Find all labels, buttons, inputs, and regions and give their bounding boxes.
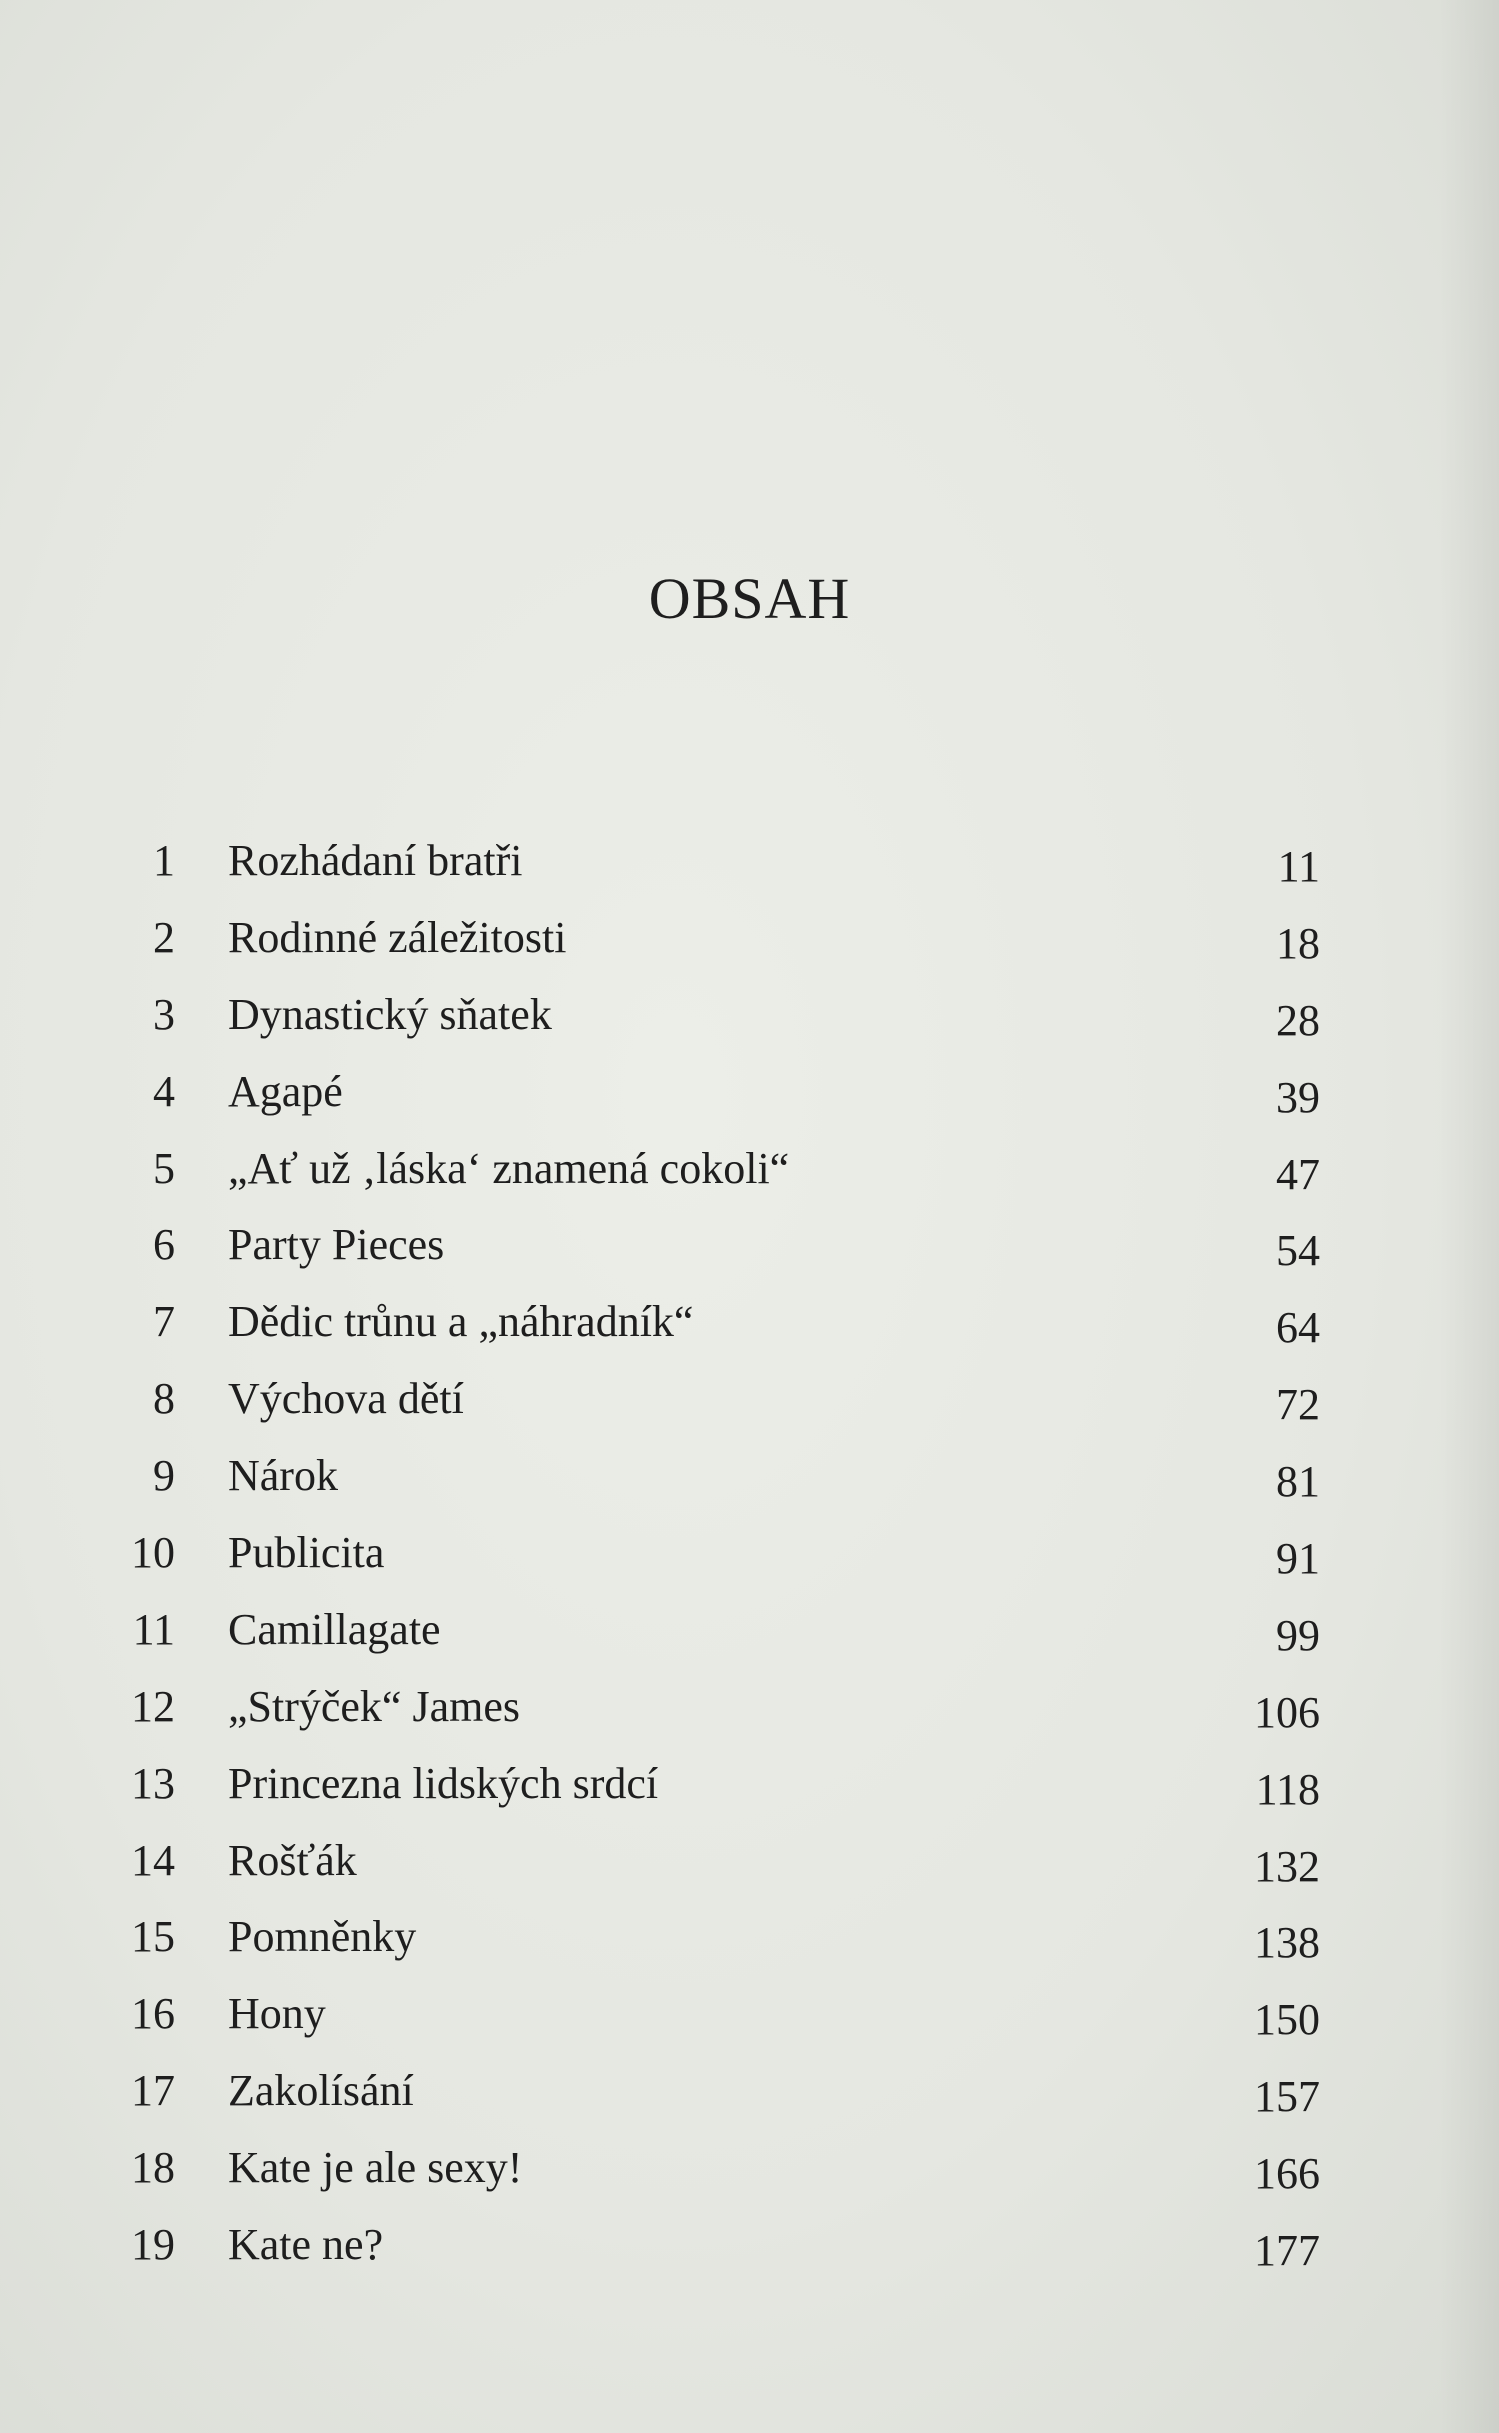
page-number: 132	[1254, 1841, 1320, 1891]
chapter-number: 8	[153, 1374, 175, 1424]
chapter-title: Publicita	[228, 1528, 385, 1578]
chapter-title: Zakolísání	[228, 2066, 414, 2116]
toc-row	[100, 912, 1320, 989]
toc-row	[100, 2065, 1320, 2142]
toc-row	[100, 1219, 1320, 1296]
chapter-title: Camillagate	[228, 1604, 441, 1654]
page-number: 91	[1276, 1534, 1320, 1584]
toc-row	[100, 2219, 1320, 2296]
chapter-number: 1	[153, 836, 175, 885]
chapter-number: 7	[153, 1297, 175, 1347]
page-number: 28	[1276, 995, 1320, 1045]
chapter-title: Party Pieces	[228, 1220, 445, 1270]
toc-row	[100, 1143, 1320, 1220]
toc-row	[100, 1604, 1320, 1681]
toc-row	[100, 1373, 1320, 1450]
chapter-number: 4	[153, 1066, 175, 1116]
table-of-contents	[100, 835, 1320, 2296]
chapter-title: Výchova dětí	[228, 1374, 464, 1424]
page-number: 177	[1254, 2226, 1320, 2276]
page-title: OBSAH	[648, 566, 851, 631]
toc-row	[100, 1835, 1320, 1912]
toc-row	[100, 1066, 1320, 1143]
chapter-number: 5	[153, 1143, 175, 1193]
toc-row	[100, 989, 1320, 1066]
page-number: 39	[1276, 1072, 1320, 1122]
page-number: 64	[1276, 1303, 1320, 1353]
chapter-number: 11	[132, 1604, 175, 1654]
chapter-title: Princezna lidských srdcí	[228, 1758, 659, 1808]
chapter-number: 16	[131, 1989, 175, 2039]
chapter-number: 18	[131, 2143, 175, 2193]
chapter-number: 15	[131, 1912, 175, 1962]
page-edge-shadow	[1439, 0, 1499, 2433]
toc-row	[100, 2142, 1320, 2219]
toc-row	[100, 1450, 1320, 1527]
chapter-title: „Strýček“ James	[228, 1681, 520, 1731]
chapter-title: „Ať už ‚láska‘ znamená cokoli“	[228, 1143, 790, 1193]
page-number: 72	[1276, 1380, 1320, 1430]
page-number: 54	[1276, 1226, 1320, 1276]
chapter-title: Rodinné záležitosti	[228, 912, 567, 962]
chapter-number: 13	[131, 1758, 175, 1808]
chapter-title: Hony	[228, 1989, 326, 2039]
chapter-number: 9	[153, 1451, 175, 1501]
page-number: 106	[1254, 1687, 1320, 1737]
chapter-title: Dědic trůnu a „náhradník“	[228, 1297, 694, 1347]
page-number: 118	[1255, 1764, 1320, 1814]
chapter-number: 6	[153, 1220, 175, 1270]
page-number: 81	[1276, 1457, 1320, 1507]
page-number: 166	[1254, 2149, 1320, 2199]
page-number: 18	[1276, 918, 1320, 968]
toc-row	[100, 1527, 1320, 1604]
chapter-title: Dynastický sňatek	[228, 989, 552, 1039]
chapter-number: 3	[153, 989, 175, 1039]
chapter-title: Agapé	[228, 1066, 343, 1116]
toc-row	[100, 1988, 1320, 2065]
page-number: 99	[1276, 1610, 1320, 1660]
chapter-title: Kate je ale sexy!	[228, 2143, 523, 2193]
chapter-number: 17	[131, 2066, 175, 2116]
page-number: 138	[1254, 1918, 1320, 1968]
chapter-number: 14	[131, 1835, 175, 1885]
chapter-number: 19	[131, 2220, 175, 2270]
chapter-title: Nárok	[228, 1451, 338, 1501]
page-number: 150	[1254, 1995, 1320, 2045]
chapter-number: 2	[153, 912, 175, 962]
chapter-title: Rozhádaní bratři	[228, 836, 523, 885]
toc-row	[100, 1911, 1320, 1988]
toc-row	[100, 1681, 1320, 1758]
toc-row	[100, 835, 1320, 912]
chapter-title: Kate ne?	[228, 2220, 384, 2270]
chapter-number: 10	[131, 1528, 175, 1578]
page-number: 157	[1254, 2072, 1320, 2122]
page-number: 47	[1276, 1149, 1320, 1199]
chapter-title: Rošťák	[228, 1835, 357, 1885]
toc-row	[100, 1758, 1320, 1835]
chapter-number: 12	[131, 1681, 175, 1731]
chapter-title: Pomněnky	[228, 1912, 417, 1962]
toc-row	[100, 1296, 1320, 1373]
page-number: 11	[1277, 842, 1320, 891]
